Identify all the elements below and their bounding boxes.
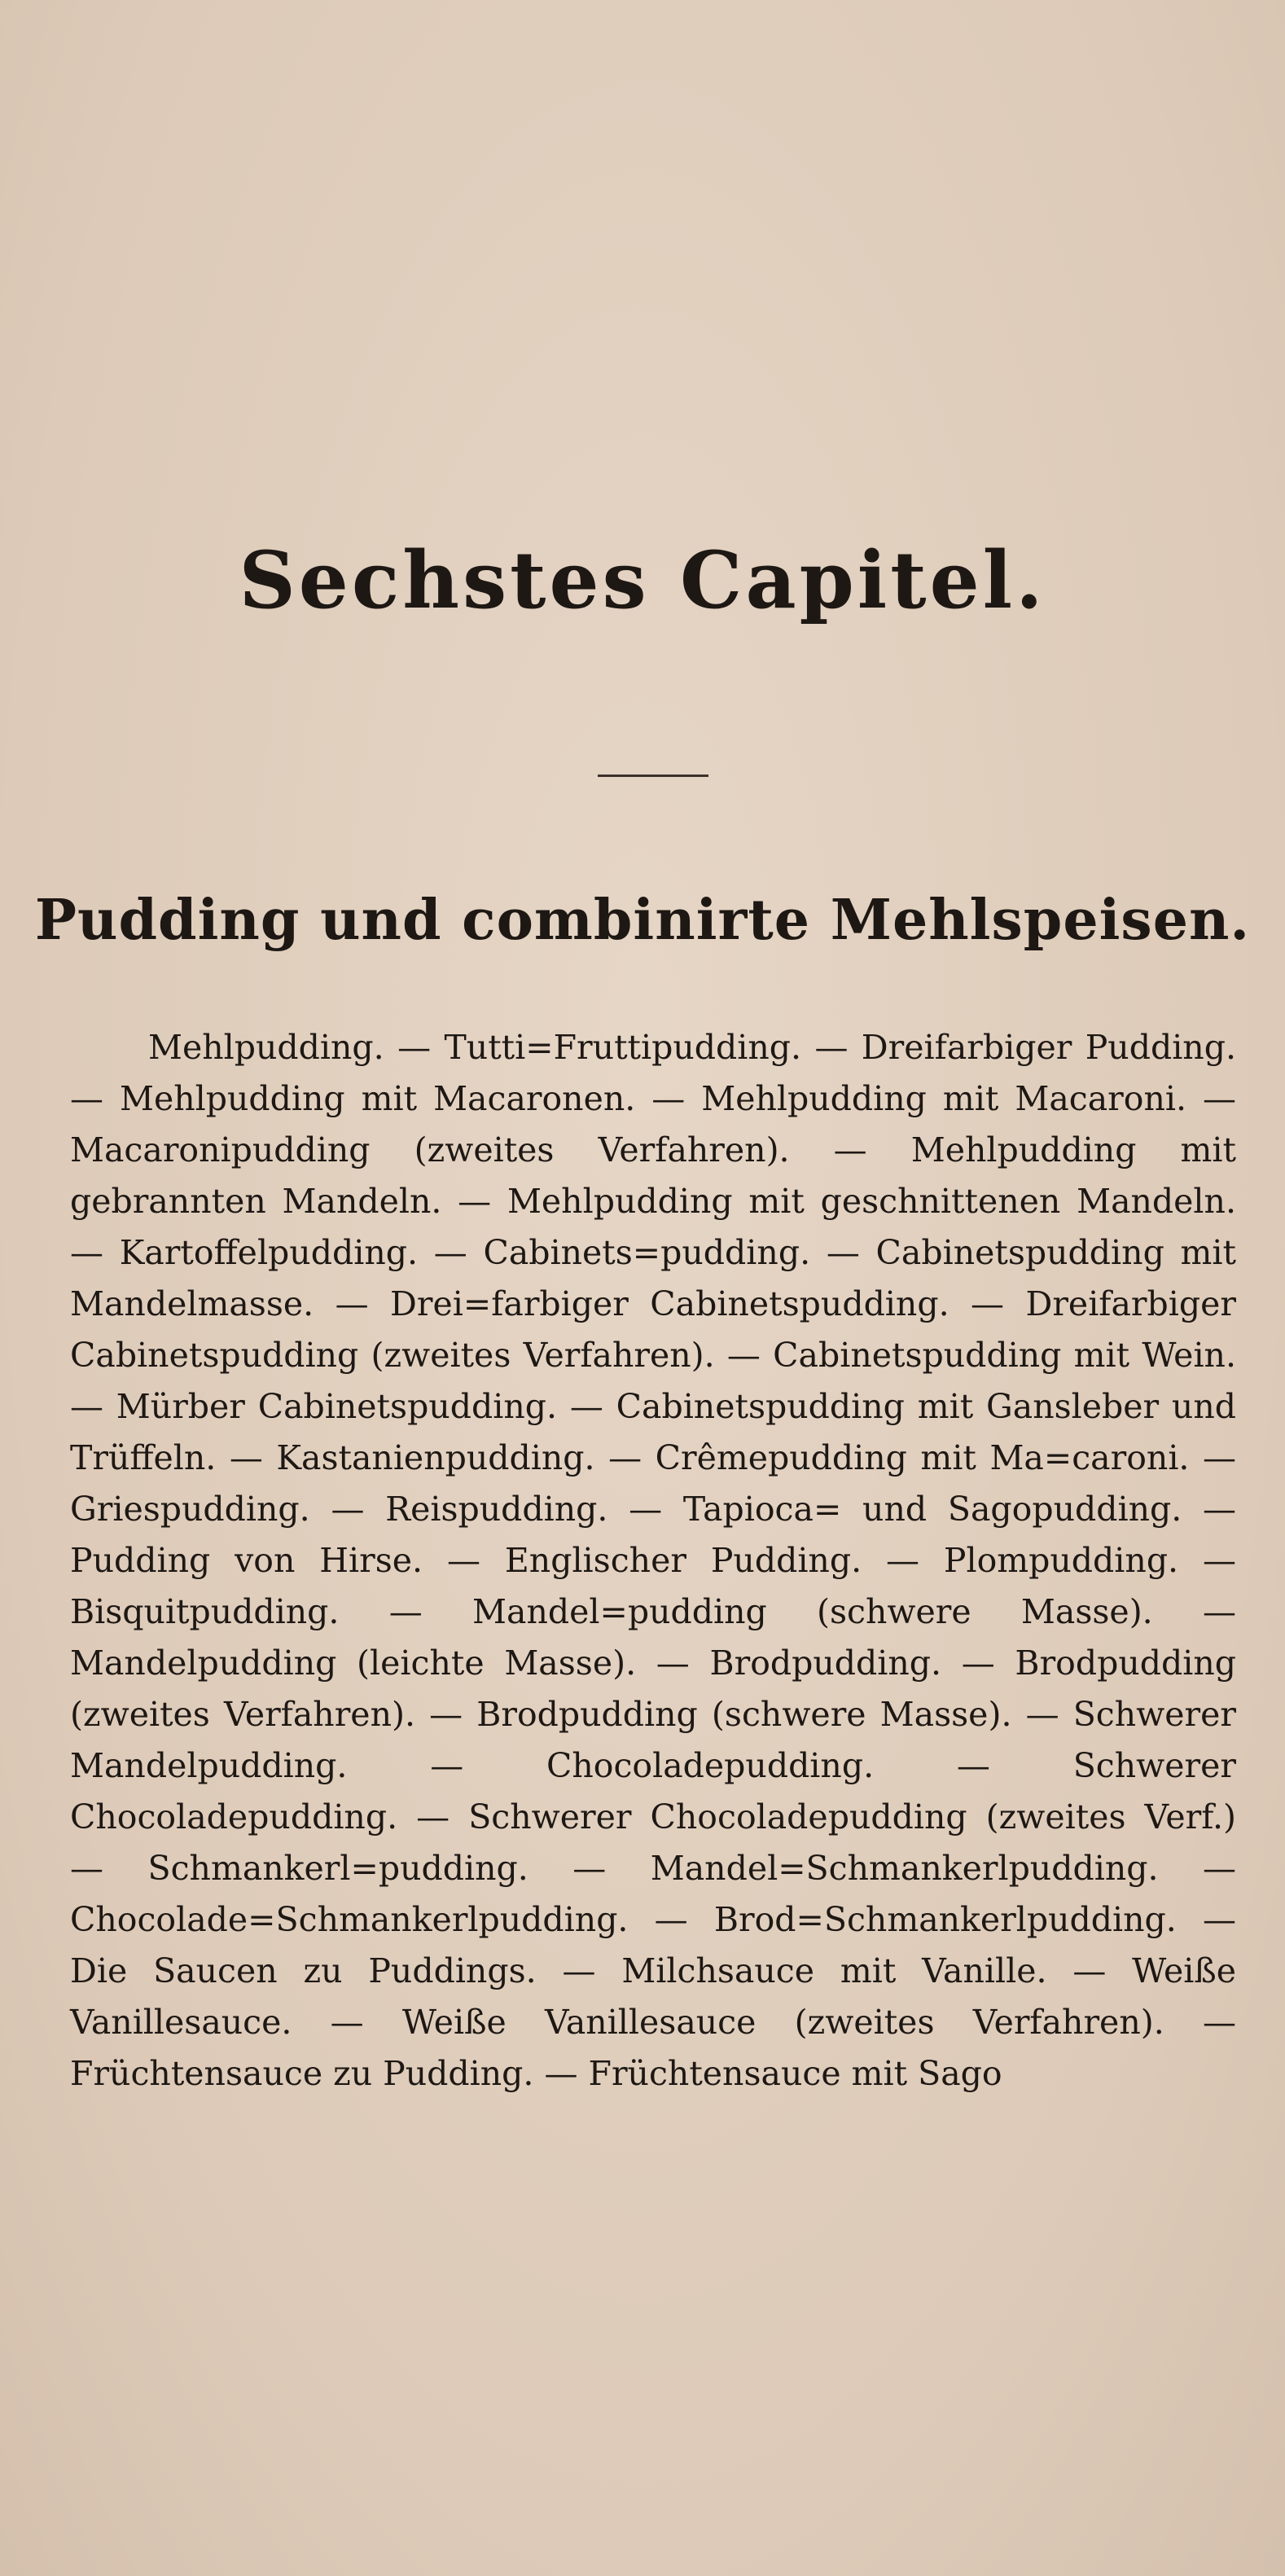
section-title: Pudding und combinirte Mehlspeisen. bbox=[34, 888, 1251, 953]
contents-paragraph: Mehlpudding. — Tutti=Fruttipudding. — Dreifarbiger Pudding. — Mehlpudding mit Macaronen. — Mehlpudding mit Macaroni. — Macaronipudding (zweites Verfahren). — Mehlpudding mit gebrannten Mandeln. — Mehlpudding mit geschnittenen Mandeln. — Kartoffelpudding. — Cabinets=pudding. — Cabinetspudding mit Mandelmasse. — Drei=farbiger Cabinetspudding. — Dreifarbiger Cabinetspudding (zweites Verfahren). — Cabinetspudding mit Wein. — Mürber Cabinetspudding. — Cabinetspudding mit Gansleber und Trüffeln. — Kastanienpudding. — Crêmepudding mit Ma=caroni. — Griespudding. — Reispudding. — Tapioca= und Sagopudding. — Pudding von Hirse. — Englischer Pudding. — Plompudding. — Bisquitpudding. — Mandel=pudding (schwere Masse). — Mandelpudding (leichte Masse). — Brodpudding. — Brodpudding (zweites Verfahren). — Brodpudding (schwere Masse). — Schwerer Mandelpudding. — Chocoladepudding. — Schwerer Chocoladepudding. — Schwerer Chocoladepudding (zweites Verf.) — Schmankerl=pudding. — Mandel=Schmankerlpudding. — Chocolade=Schmankerlpudding. — Brod=Schmankerlpudding. — Die Saucen zu Puddings. — Milchsauce mit Vanille. — Weiße Vanillesauce. — Weiße Vanillesauce (zweites Verfahren). — Früchtensauce zu Pudding. — Früchtensauce mit Sago bbox=[70, 1028, 1236, 2093]
chapter-title: Sechstes Capitel. bbox=[239, 534, 1046, 626]
title-divider bbox=[598, 775, 708, 777]
